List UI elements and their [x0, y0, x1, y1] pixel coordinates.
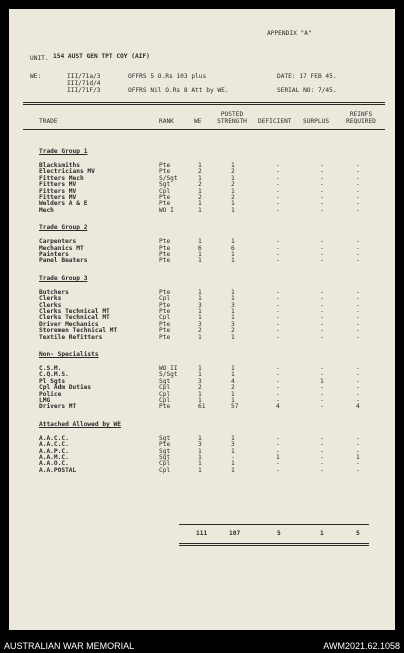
document-date: DATE: 17 FEB 45.: [277, 73, 337, 80]
table-cell: Cpl: [159, 460, 171, 468]
table-cell: 3: [231, 301, 235, 309]
table-cell: 2: [198, 168, 202, 176]
table-cell: -: [276, 441, 280, 449]
table-cell: S/Sgt: [159, 371, 178, 379]
table-cell: Pte: [159, 403, 171, 411]
table-cell: Cpl: [159, 295, 171, 303]
trade-name-cell: Mechanics MT: [39, 244, 84, 252]
table-cell: Cpl: [159, 314, 171, 322]
table-cell: Cpl: [159, 187, 171, 195]
table-cell: 1: [231, 447, 235, 455]
table-cell: -: [276, 301, 280, 309]
table-cell: 1: [198, 174, 202, 182]
trade-name-cell: Blacksmiths: [39, 162, 80, 169]
table-cell: -: [356, 327, 360, 335]
table-cell: -: [276, 295, 280, 303]
table-cell: 3: [198, 377, 202, 385]
table-cell: -: [356, 333, 360, 341]
group-heading: Trade Group 3: [39, 274, 88, 282]
table-cell: -: [320, 314, 324, 322]
table-cell: 1: [231, 333, 235, 341]
group-heading: Trade Group 1: [39, 148, 88, 155]
table-cell: 1: [198, 365, 202, 372]
table-cell: -: [356, 288, 360, 296]
table-cell: -: [276, 384, 280, 392]
trade-name-cell: Fitters Mech: [39, 174, 84, 182]
header-rule-top: [23, 102, 385, 103]
trade-name-cell: Storemen Technical MT: [39, 327, 118, 335]
group-heading: Trade Group 2: [39, 224, 88, 232]
table-cell: -: [356, 390, 360, 398]
table-cell: -: [320, 434, 324, 442]
table-cell: -: [356, 181, 360, 189]
table-cell: Pte: [159, 194, 171, 201]
totals-rule-top: [179, 524, 369, 525]
trade-name-cell: Fitters MV: [39, 187, 77, 195]
header-rank: RANK: [159, 118, 174, 125]
table-cell: -: [276, 206, 280, 214]
table-cell: 61: [198, 403, 206, 411]
table-cell: -: [356, 377, 360, 385]
table-cell: 57: [231, 403, 239, 411]
table-cell: 1: [198, 200, 202, 208]
table-cell: 1: [198, 238, 202, 246]
trade-name-cell: Mech: [39, 206, 54, 214]
table-cell: 1: [198, 447, 202, 455]
table-cell: 1: [198, 434, 202, 442]
table-cell: -: [356, 301, 360, 309]
table-cell: 3: [231, 441, 235, 449]
table-cell: Pte: [159, 257, 171, 265]
table-cell: 2: [231, 194, 235, 201]
table-cell: 1: [231, 365, 235, 372]
header-reinforcements-required: REINFS REQUIRED: [346, 111, 376, 125]
table-cell: 1: [231, 371, 235, 379]
table-cell: -: [356, 206, 360, 214]
trade-name-cell: Welders A & E: [39, 200, 88, 208]
table-cell: -: [356, 174, 360, 182]
trade-name-cell: Butchers: [39, 288, 69, 296]
trade-name-cell: A.A.P.C.: [39, 447, 69, 455]
table-cell: 1: [198, 206, 202, 214]
table-cell: -: [276, 168, 280, 176]
footer-reference: AWM2021.62.1058: [323, 641, 400, 651]
table-cell: -: [356, 251, 360, 258]
table-cell: 1: [276, 454, 280, 461]
trade-name-cell: Cpl Adm Duties: [39, 384, 92, 392]
table-cell: -: [356, 397, 360, 404]
total-deficient: 5: [277, 530, 281, 537]
table-cell: 1: [231, 314, 235, 322]
table-cell: 1: [198, 390, 202, 398]
table-cell: 1: [231, 257, 235, 265]
table-cell: -: [320, 244, 324, 252]
table-cell: -: [276, 460, 280, 468]
table-cell: 2: [231, 168, 235, 176]
we-ref-1: III/71a/3: [67, 73, 101, 80]
table-cell: -: [356, 434, 360, 442]
trade-name-cell: A.A.M.C.: [39, 454, 69, 461]
table-cell: 1: [198, 288, 202, 296]
table-cell: -: [320, 174, 324, 182]
table-cell: -: [276, 320, 280, 328]
table-cell: -: [320, 295, 324, 303]
table-cell: Sgt: [159, 447, 171, 455]
trade-name-cell: A.A.C.C.: [39, 441, 69, 449]
table-cell: -: [356, 384, 360, 392]
table-cell: 1: [231, 434, 235, 442]
table-cell: -: [356, 365, 360, 372]
trade-name-cell: Panel Beaters: [39, 257, 88, 265]
trade-name-cell: A.A.C.C.: [39, 434, 69, 442]
table-cell: WO I: [159, 206, 174, 214]
table-cell: Pte: [159, 168, 171, 176]
table-cell: -: [320, 320, 324, 328]
total-reinforcements: 5: [356, 530, 360, 537]
unit-name: 154 AUST GEN TPT COY (AIF): [53, 53, 150, 60]
trade-name-cell: A.A.O.C.: [39, 460, 69, 468]
table-cell: -: [356, 308, 360, 315]
table-cell: -: [320, 403, 324, 411]
table-cell: -: [276, 308, 280, 315]
table-cell: Cpl: [159, 466, 171, 474]
table-cell: 1: [231, 174, 235, 182]
trade-name-cell: Carpenters: [39, 238, 77, 246]
table-cell: Pte: [159, 238, 171, 246]
table-cell: -: [231, 454, 235, 461]
table-cell: 1: [231, 187, 235, 195]
table-cell: -: [276, 327, 280, 335]
table-cell: 3: [198, 301, 202, 309]
table-cell: -: [356, 314, 360, 322]
trade-name-cell: Textile Refitters: [39, 333, 103, 341]
table-cell: -: [276, 333, 280, 341]
table-cell: -: [320, 447, 324, 455]
table-cell: 1: [198, 333, 202, 341]
table-cell: 1: [198, 187, 202, 195]
table-cell: -: [320, 308, 324, 315]
table-cell: 3: [198, 320, 202, 328]
table-cell: 2: [231, 181, 235, 189]
table-cell: Pte: [159, 441, 171, 449]
table-cell: Sgt: [159, 181, 171, 189]
trade-name-cell: Clerks Technical MT: [39, 314, 110, 322]
table-cell: Pte: [159, 301, 171, 309]
table-cell: 1: [198, 460, 202, 468]
trade-name-cell: Driver Mechanics: [39, 320, 99, 328]
group-heading: Attached Allowed by WE: [39, 420, 121, 428]
table-cell: 1: [198, 308, 202, 315]
table-cell: 1: [231, 200, 235, 208]
trade-name-cell: LMG: [39, 397, 51, 404]
trade-name-cell: C.S.M.: [39, 365, 62, 372]
header-posted-strength: POSTED STRENGTH: [217, 111, 247, 125]
trade-name-cell: Drivers MT: [39, 403, 77, 411]
table-cell: -: [356, 320, 360, 328]
table-cell: -: [276, 365, 280, 372]
table-cell: -: [320, 181, 324, 189]
table-cell: 1: [320, 377, 324, 385]
table-cell: 6: [198, 244, 202, 252]
table-cell: -: [320, 365, 324, 372]
we-ref-3: III/71F/3: [67, 87, 101, 94]
table-cell: -: [356, 200, 360, 208]
header-surplus: SURPLUS: [303, 118, 330, 125]
unit-label: UNIT.: [30, 55, 49, 62]
total-posted: 107: [229, 530, 241, 537]
header-rule-bottom: [23, 129, 385, 130]
table-cell: Pte: [159, 244, 171, 252]
table-cell: -: [356, 194, 360, 201]
total-we: 111: [196, 530, 208, 537]
trade-name-cell: Fitters MV: [39, 194, 77, 201]
table-cell: 1: [198, 251, 202, 258]
table-cell: -: [356, 466, 360, 474]
table-cell: 4: [276, 403, 280, 411]
table-cell: -: [276, 174, 280, 182]
table-cell: -: [356, 257, 360, 265]
table-cell: 1: [231, 238, 235, 246]
table-cell: 1: [231, 397, 235, 404]
table-cell: -: [320, 327, 324, 335]
table-cell: -: [356, 244, 360, 252]
table-cell: 1: [231, 288, 235, 296]
table-cell: -: [276, 447, 280, 455]
table-cell: -: [320, 460, 324, 468]
table-cell: Pte: [159, 320, 171, 328]
trade-name-cell: Painters: [39, 251, 69, 258]
table-cell: Sgt: [159, 454, 171, 461]
table-cell: 1: [231, 206, 235, 214]
table-cell: -: [276, 238, 280, 246]
table-cell: 2: [231, 327, 235, 335]
table-cell: 2: [198, 181, 202, 189]
table-cell: -: [320, 390, 324, 398]
total-surplus: 1: [320, 530, 324, 537]
table-cell: -: [356, 238, 360, 246]
table-cell: -: [276, 244, 280, 252]
table-cell: -: [356, 162, 360, 169]
table-cell: -: [276, 466, 280, 474]
table-cell: -: [276, 187, 280, 195]
header-rule-top-2: [23, 104, 385, 105]
table-cell: -: [356, 295, 360, 303]
table-cell: WO II: [159, 365, 178, 372]
group-heading: Non- Specialists: [39, 351, 99, 358]
table-cell: 4: [231, 377, 235, 385]
table-cell: -: [276, 251, 280, 258]
table-cell: -: [276, 288, 280, 296]
table-cell: -: [276, 390, 280, 398]
table-cell: Sgt: [159, 434, 171, 442]
table-cell: 6: [231, 244, 235, 252]
table-cell: 1: [198, 162, 202, 169]
table-cell: -: [320, 397, 324, 404]
officers-line-1: OFFRS 5 O.Rs 103 plus: [128, 73, 207, 80]
header-we: WE: [194, 118, 202, 125]
table-cell: 1: [231, 295, 235, 303]
table-cell: 1: [231, 251, 235, 258]
table-cell: -: [320, 454, 324, 461]
table-cell: 1: [231, 390, 235, 398]
table-cell: Pte: [159, 200, 171, 208]
table-cell: -: [320, 168, 324, 176]
footer-source: AUSTRALIAN WAR MEMORIAL: [4, 641, 135, 651]
table-cell: -: [276, 397, 280, 404]
table-cell: 1: [198, 454, 202, 461]
table-cell: -: [356, 447, 360, 455]
table-cell: -: [356, 460, 360, 468]
table-cell: -: [276, 377, 280, 385]
header-trade: TRADE: [39, 118, 58, 125]
table-cell: Pte: [159, 333, 171, 341]
table-cell: Pte: [159, 288, 171, 296]
table-cell: -: [276, 194, 280, 201]
table-cell: -: [320, 162, 324, 169]
table-cell: Pte: [159, 251, 171, 258]
totals-rule-bottom: [179, 543, 369, 544]
trade-name-cell: Electricians MV: [39, 168, 95, 176]
table-cell: Cpl: [159, 384, 171, 392]
table-cell: 1: [198, 295, 202, 303]
table-cell: 1: [198, 466, 202, 474]
we-label: WE:: [30, 73, 42, 80]
officers-line-2: OFFRS Nil O.Rs 8 Att by WE.: [128, 87, 229, 94]
table-cell: -: [320, 187, 324, 195]
trade-name-cell: Fitters MV: [39, 181, 77, 189]
table-cell: Cpl: [159, 397, 171, 404]
trade-name-cell: Clerks Technical MT: [39, 308, 110, 315]
table-cell: -: [276, 162, 280, 169]
table-cell: -: [320, 466, 324, 474]
trade-name-cell: C.Q.M.S.: [39, 371, 69, 379]
trade-name-cell: Clerks: [39, 301, 62, 309]
we-ref-2: III/71d/4: [67, 80, 101, 87]
table-cell: S/Sgt: [159, 174, 178, 182]
table-cell: -: [320, 200, 324, 208]
table-cell: 2: [198, 194, 202, 201]
table-cell: -: [356, 187, 360, 195]
table-cell: -: [276, 200, 280, 208]
table-cell: -: [356, 371, 360, 379]
table-cell: -: [276, 181, 280, 189]
table-cell: -: [320, 257, 324, 265]
appendix-label: APPENDIX "A": [267, 30, 312, 37]
table-cell: -: [320, 238, 324, 246]
trade-name-cell: Pl Sgts: [39, 377, 66, 385]
table-cell: -: [276, 371, 280, 379]
table-cell: 1: [231, 460, 235, 468]
table-cell: Pte: [159, 162, 171, 169]
table-cell: -: [320, 301, 324, 309]
header-deficient: DEFICIENT: [258, 118, 292, 125]
table-cell: -: [320, 371, 324, 379]
table-cell: 1: [198, 257, 202, 265]
table-cell: 1: [231, 466, 235, 474]
table-cell: -: [320, 288, 324, 296]
table-cell: 1: [198, 314, 202, 322]
table-cell: 3: [231, 320, 235, 328]
table-cell: 4: [356, 403, 360, 411]
trade-name-cell: A.A.POSTAL: [39, 466, 77, 474]
totals-rule-bottom-2: [179, 545, 369, 546]
table-cell: -: [356, 168, 360, 176]
document-page: [9, 9, 395, 630]
table-cell: 1: [231, 162, 235, 169]
table-cell: Sgt: [159, 377, 171, 385]
table-cell: -: [320, 441, 324, 449]
table-cell: Pte: [159, 308, 171, 315]
serial-number: SERIAL NO: 7/45.: [277, 87, 337, 94]
trade-name-cell: Clerks: [39, 295, 62, 303]
table-cell: -: [276, 314, 280, 322]
table-cell: 1: [198, 397, 202, 404]
table-cell: 2: [198, 327, 202, 335]
table-cell: 3: [198, 441, 202, 449]
table-cell: 1: [231, 308, 235, 315]
table-cell: Pte: [159, 327, 171, 335]
table-cell: -: [276, 434, 280, 442]
table-cell: -: [320, 251, 324, 258]
table-cell: -: [320, 194, 324, 201]
table-cell: Cpl: [159, 390, 171, 398]
table-cell: 1: [356, 454, 360, 461]
trade-name-cell: Police: [39, 390, 62, 398]
table-cell: 1: [198, 371, 202, 379]
table-cell: 2: [198, 384, 202, 392]
table-cell: -: [320, 384, 324, 392]
table-cell: -: [276, 257, 280, 265]
table-cell: -: [356, 441, 360, 449]
table-cell: -: [320, 206, 324, 214]
table-cell: -: [320, 333, 324, 341]
table-cell: 2: [231, 384, 235, 392]
